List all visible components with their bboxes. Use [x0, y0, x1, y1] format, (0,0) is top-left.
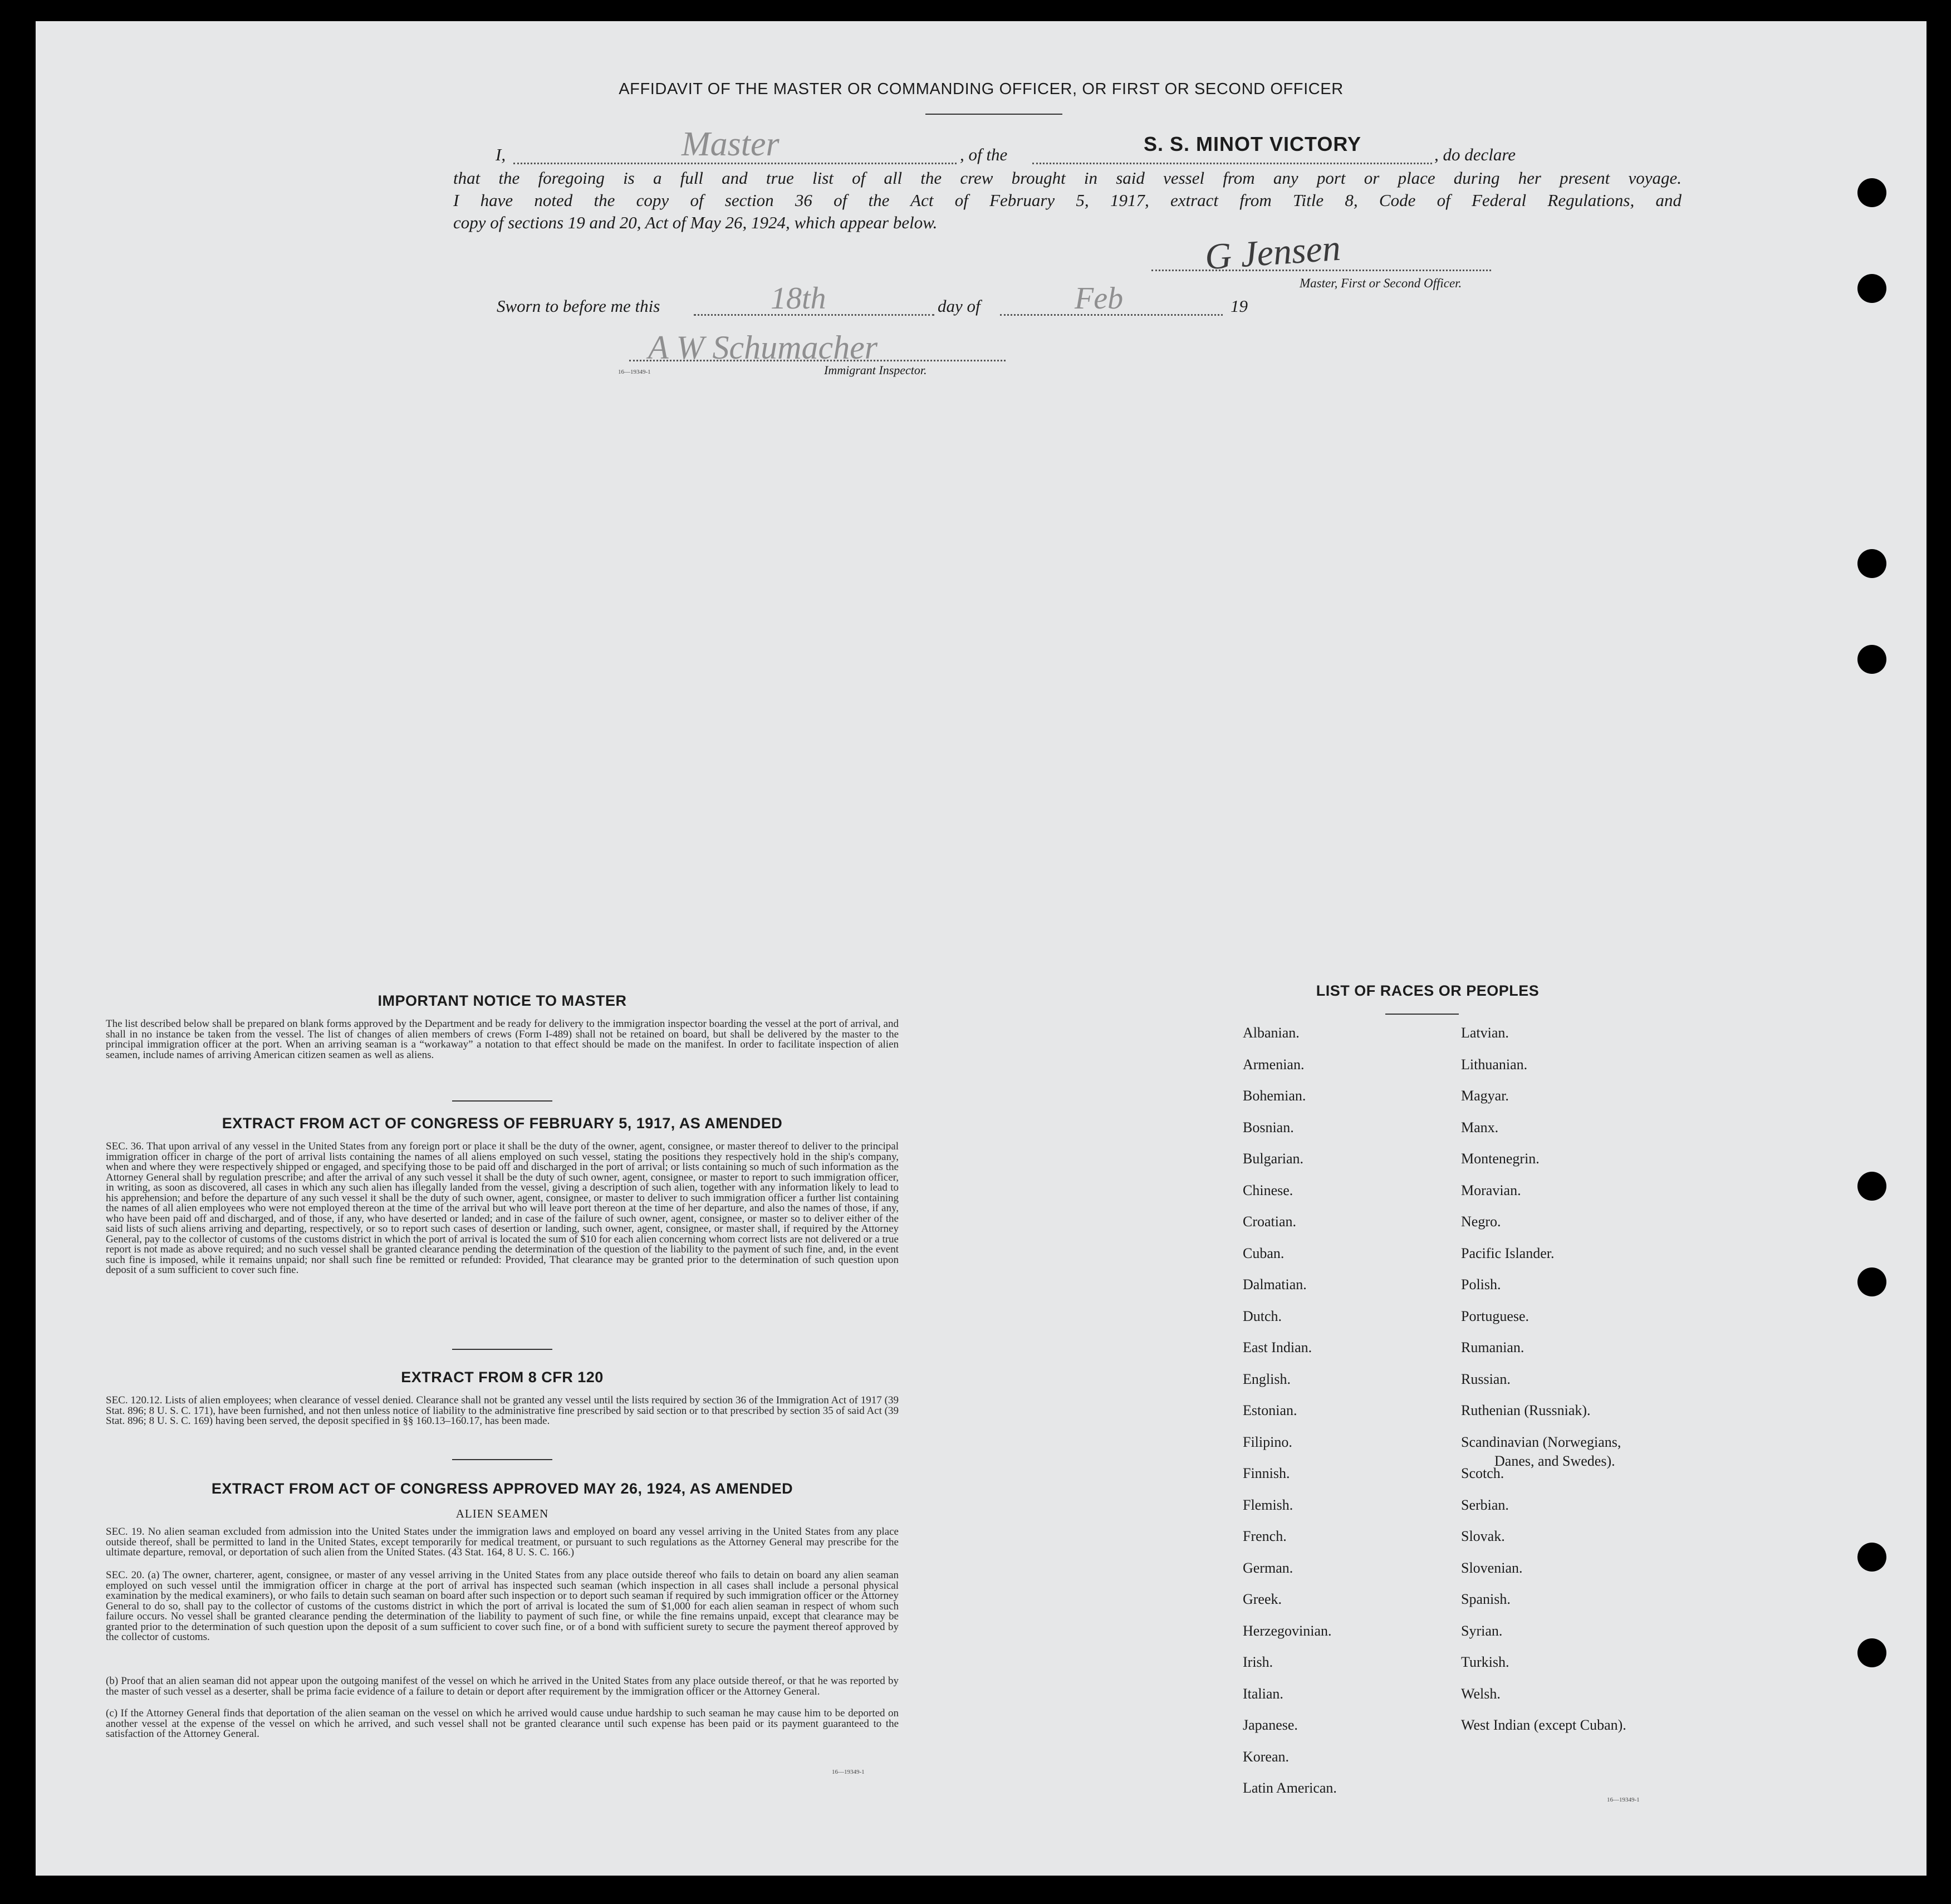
extract-1924-sec20a: SEC. 20. (a) The owner, charterer, agent, consignee, or master of any vessel arriving in the United States from any place outside thereof who fails to detain on board any alien seaman employed on such vessel until the immigration officer in charge at the port of arrival has inspected such seaman (which inspection in all cases shall include a personal physical examination by the medical examiners), or who fails to detain such seaman on board after such inspection or to deport such seaman if required by such immigration officer or the Attorney General to do so, shall pay to the collector of customs of the customs district in which the port of arrival is located the sum of $1,000 for each alien seaman in respect of whom such failure occurs. No vessel shall be granted clearance pending the determination of the liability to payment of such fine, or while the fine remains unpaid, except that clearance may be granted prior to the determination of such question upon the deposit of a sum sufficient to cover such fine, or of a bond with sufficient surety to secure the payment thereof approved by the collector of customs.	[106, 1569, 899, 1643]
races-form-number: 16—19349-1	[1607, 1797, 1640, 1803]
extract-cfr-body: SEC. 120.12. Lists of alien employees; when clearance of vessel denied. Clearance shall not be granted any vessel until the lists required by section 36 of the Immigration Act of 1917 (39 Stat. 896; 8 U. S. C. 171), have been furnished, and not then unless notice of liability to the administrative fine prescribed by said section or to that prescribed by section 35 of said Act (39 Stat. 896; 8 U. S. C. 169) having been served, the deposit specified in §§ 160.13–160.17, has been made.	[106, 1394, 899, 1427]
punch-hole	[1857, 645, 1886, 674]
extract-1924-title: EXTRACT FROM ACT OF CONGRESS APPROVED MAY 26, 1924, AS AMENDED	[211, 1480, 793, 1497]
sworn-month-handwriting: Feb	[1075, 281, 1124, 316]
race-item: Croatian.	[1243, 1213, 1297, 1230]
affidavit-form-number: 16—19349-1	[618, 369, 651, 375]
inspector-signature: A W Schumacher	[648, 329, 878, 366]
race-item: Albanian.	[1243, 1025, 1300, 1041]
extract-1924-subtitle: ALIEN SEAMEN	[455, 1507, 549, 1520]
race-item: West Indian (except Cuban).	[1461, 1717, 1626, 1733]
race-item: Slovak.	[1461, 1528, 1505, 1544]
race-item: Flemish.	[1243, 1496, 1293, 1513]
race-item: Armenian.	[1243, 1056, 1305, 1073]
race-item: Spanish.	[1461, 1591, 1511, 1607]
race-item: Herzegovinian.	[1243, 1622, 1332, 1639]
extract-form-number: 16—19349-1	[832, 1769, 865, 1775]
races-divider	[1385, 1014, 1459, 1015]
punch-hole	[1857, 1543, 1886, 1572]
document-page	[36, 21, 1927, 1876]
race-item: Cuban.	[1243, 1245, 1285, 1261]
race-item: French.	[1243, 1528, 1287, 1544]
affidavit-do-declare: , do declare	[1434, 145, 1516, 164]
race-item: Bosnian.	[1243, 1119, 1294, 1135]
notice-divider	[452, 1100, 552, 1102]
day-of-label: day of	[938, 296, 981, 316]
race-item: Estonian.	[1243, 1402, 1297, 1418]
master-signature-caption: Master, First or Second Officer.	[1300, 276, 1462, 290]
race-item: Welsh.	[1461, 1685, 1501, 1702]
race-item: Italian.	[1243, 1685, 1283, 1702]
master-signature: G Jensen	[1203, 227, 1342, 278]
race-item: Scotch.	[1461, 1465, 1504, 1481]
race-item: Turkish.	[1461, 1654, 1509, 1670]
race-item: Moravian.	[1461, 1182, 1521, 1198]
race-item: Ruthenian (Russniak).	[1461, 1402, 1591, 1418]
race-item: Serbian.	[1461, 1496, 1509, 1513]
race-item: Negro.	[1461, 1213, 1501, 1230]
race-item: Danes, and Swedes).	[1494, 1452, 1615, 1469]
race-item: Russian.	[1461, 1371, 1511, 1387]
race-item: English.	[1243, 1371, 1291, 1387]
race-item: Syrian.	[1461, 1622, 1503, 1639]
sworn-day-handwriting: 18th	[771, 281, 826, 316]
race-item: Scandinavian (Norwegians,	[1461, 1433, 1621, 1450]
affidavit-line2: that the foregoing is a full and true list of all the crew brought in said vessel from any port or place during her present voyage.	[453, 168, 1682, 188]
race-item: Dalmatian.	[1243, 1276, 1307, 1293]
notice-body: The list described below shall be prepared on blank forms approved by the Department and be ready for delivery to the immigration inspector boarding the vessel at the port of arrival, and shall in no instance be taken from the vessel. The list of changes of alien members of crews (Form I-489) shall not be retained on board, but shall be delivered by the master to the principal immigration officer at the port. When an arriving seaman is a “workaway” a notation to that effect should be made on the manifest. In order to facilitate inspection of alien seamen, include names of arriving American citizen seamen as well as aliens.	[106, 1018, 899, 1061]
race-item: Korean.	[1243, 1748, 1290, 1765]
race-item: Dutch.	[1243, 1308, 1282, 1324]
race-item: Latin American.	[1243, 1780, 1337, 1796]
punch-hole	[1857, 1267, 1886, 1296]
affidavit-line4: copy of sections 19 and 20, Act of May 26, 1924, which appear below.	[453, 213, 938, 232]
race-item: Bulgarian.	[1243, 1151, 1304, 1167]
race-item: Latvian.	[1461, 1025, 1509, 1041]
race-item: Manx.	[1461, 1119, 1499, 1135]
race-item: Finnish.	[1243, 1465, 1290, 1481]
inspector-caption: Immigrant Inspector.	[824, 363, 927, 377]
affidavit-title: AFFIDAVIT OF THE MASTER OR COMMANDING OFFICER, OR FIRST OR SECOND OFFICER	[619, 80, 1344, 98]
race-item: East Indian.	[1243, 1339, 1312, 1355]
race-item: Montenegrin.	[1461, 1151, 1540, 1167]
extract-1917-body: SEC. 36. That upon arrival of any vessel in the United States from any foreign port or place it shall be the duty of the owner, agent, consignee, or master thereof to deliver to the principal immigration officer in charge of the port of arrival lists containing the names of all aliens employed on such vessel, stating the positions they respectively hold in the ship's company, when and where they were respectively shipped or engaged, and specifying those to be paid off and discharged in the port of arrival; or lists containing so much of such information as the Attorney General shall by regulation prescribe; and after the arrival of any such vessel it shall be the duty of such owner, agent, consignee, or master to report to such immigration officer, in writing, as soon as discovered, all cases in which any such alien has illegally landed from the vessel, giving a description of such alien, together with any information likely to lead to his apprehension; and before the departure of any such vessel it shall be the duty of such owner, agent, consignee, or master to deliver to such immigration officer a further list containing the names of all alien employees who were not employed thereon at the time of the arrival but who will leave port thereon at the time of her departure, and also the names of those, if any, who have been paid off and discharged, and of those, if any, who have deserted or landed; and in case of the failure of such owner, agent, consignee, or master so to deliver either of the said lists of such aliens arriving and departing, respectively, or so to report such cases of desertion or landing, such owner, agent, consignee, or master shall, if required by the Attorney General, pay to the collector of customs of the customs district in which the port of arrival is located the sum of $10 for each alien concerning whom correct lists are not delivered or a true report is not made as above required; and no such vessel shall be granted clearance pending the determination of the question of the liability to the payment of such fine, and, in the event such fine is imposed, while it remains unpaid; nor shall such fine be remitted or refunded: Provided, That clearance may be granted prior to the determination of such question upon deposit of a sum sufficient to cover such fine.	[106, 1141, 899, 1276]
extract-1924-sec20b: (b) Proof that an alien seaman did not appear upon the outgoing manifest of the vessel on which he arrived in the United States from any place outside thereof, or that he was reported by the master of such vessel as a deserter, shall be prima facie evidence of a failure to detain or deport after requirement by the immigration officer or the Attorney General.	[106, 1675, 899, 1697]
race-item: Filipino.	[1243, 1433, 1292, 1450]
race-item: Bohemian.	[1243, 1088, 1306, 1104]
race-item: Pacific Islander.	[1461, 1245, 1555, 1261]
notice-title: IMPORTANT NOTICE TO MASTER	[378, 992, 627, 1009]
race-item: Slovenian.	[1461, 1559, 1523, 1576]
affidavit-of-the: , of the	[960, 145, 1008, 164]
vessel-field-line	[1032, 163, 1432, 164]
extract-1917-divider	[452, 1349, 552, 1350]
extract-cfr-title: EXTRACT FROM 8 CFR 120	[401, 1369, 604, 1386]
year-prefix: 19	[1231, 296, 1248, 316]
race-item: Chinese.	[1243, 1182, 1293, 1198]
sworn-prefix: Sworn to before me this	[497, 296, 660, 316]
race-item: Greek.	[1243, 1591, 1282, 1607]
race-item: German.	[1243, 1559, 1293, 1576]
race-item: Polish.	[1461, 1276, 1501, 1293]
race-item: Portuguese.	[1461, 1308, 1530, 1324]
race-item: Japanese.	[1243, 1717, 1298, 1733]
affidavit-line3: I have noted the copy of section 36 of the Act of February 5, 1917, extract from Title 8, Code of Federal Regulations, and	[453, 190, 1682, 210]
rank-handwriting: Master	[682, 125, 780, 163]
vessel-name: S. S. MINOT VICTORY	[1144, 133, 1362, 155]
punch-hole	[1857, 549, 1886, 578]
extract-1924-sec19: SEC. 19. No alien seaman excluded from admission into the United States under the immigration laws and employed on board any vessel arriving in the United States from any place outside thereof, shall be permitted to land in the United States, except temporarily for medical treatment, or pursuant to such regulations as the Attorney General may prescribe for the ultimate departure, removal, or deportation of such alien from the United States. (43 Stat. 164, 8 U. S. C. 166.)	[106, 1526, 899, 1558]
extract-cfr-divider	[452, 1459, 552, 1460]
punch-hole	[1857, 178, 1886, 207]
affidavit-line1-prefix: I,	[496, 145, 506, 164]
punch-hole	[1857, 1172, 1886, 1201]
race-item: Magyar.	[1461, 1088, 1509, 1104]
punch-hole	[1857, 274, 1886, 303]
races-title: LIST OF RACES OR PEOPLES	[1316, 982, 1540, 999]
race-item: Lithuanian.	[1461, 1056, 1528, 1073]
race-item: Irish.	[1243, 1654, 1273, 1670]
extract-1924-sec20c: (c) If the Attorney General finds that deportation of the alien seaman on the vessel on which he arrived would cause undue hardship to such seaman he may cause him to be deported on another vessel at the expense of the vessel on which he arrived, and such vessel shall not be granted clearance until such expense has been paid or its payment guaranteed to the satisfaction of the Attorney General.	[106, 1707, 899, 1740]
punch-hole	[1857, 1638, 1886, 1667]
title-divider	[925, 114, 1062, 115]
race-item: Rumanian.	[1461, 1339, 1524, 1355]
extract-1917-title: EXTRACT FROM ACT OF CONGRESS OF FEBRUARY 5, 1917, AS AMENDED	[222, 1115, 783, 1132]
